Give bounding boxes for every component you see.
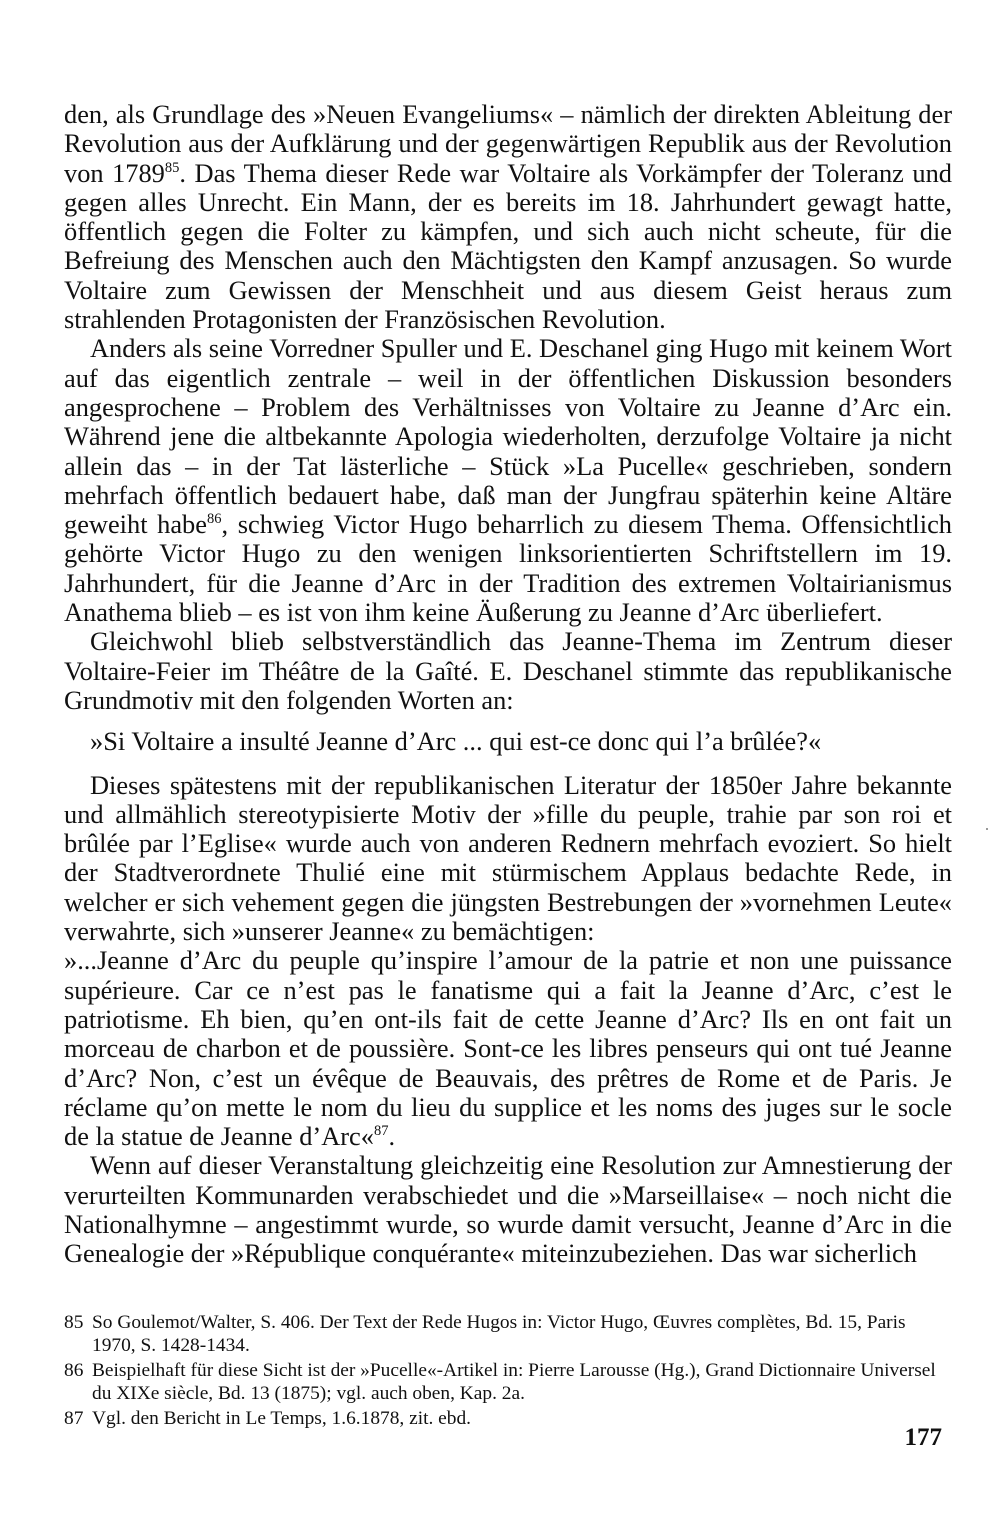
footnote-text: Beispielhaft für diese Sicht ist der »Pucelle«-Artikel in: Pierre Larousse (Hg.), Grand Dictionnaire Universel du XIXe siècle, Bd. 13 (1875); vgl. auch oben, Kap. 2a. [92,1360,936,1404]
footnote-number: 86 [64,1360,84,1381]
scan-speck [986,828,988,830]
footnote-86 [64,1360,952,1405]
footnote-number: 85 [64,1312,84,1333]
main-text [64,100,952,1269]
footnote-text: So Goulemot/Walter, S. 406. Der Text der Rede Hugos in: Victor Hugo, Œuvres complètes, Bd. 15, Paris 1970, S. 1428-1434. [92,1312,906,1356]
quote-2-part-2: . [388,1121,396,1152]
quote-1: »Si Voltaire a insulté Jeanne d’Arc ... qui est-ce donc qui l’a brûlée?« [90,726,822,757]
footnote-ref-87: 87 [373,1123,389,1140]
footnote-number: 87 [64,1408,84,1429]
paragraph-4: Dieses spätestens mit der republikanischen Literatur der 1850er Jahre bekannte und allmählich stereotypisierte Motiv der »fille du peuple, trahie par son roi et brûlée par l’Eglise« wurde auch von anderen Rednern mehrfach evoziert. So hielt der Stadtverordnete Thulié eine mit stürmischem Applaus bedachte Rede, in welcher er sich vehement gegen die jüngsten Bestrebungen der »vornehmen Leute« verwahrte, sich »unserer Jeanne« zu bemächtigen: [64,769,952,947]
footnote-text: Vgl. den Bericht in Le Temps, 1.6.1878, zit. ebd. [92,1408,472,1429]
footnotes [64,1312,952,1434]
footnote-ref-86: 86 [206,511,222,528]
paragraph-1-part-1: den, als Grundlage des »Neuen Evangeliums« – nämlich der direkten Ableitung der Revolution aus der Aufklärung und der gegenwärtigen Republik aus der Revolution von 1789 [64,99,952,188]
footnote-85 [64,1312,952,1357]
page-body [64,100,952,1269]
paragraph-3: Gleichwohl blieb selbstverständlich das Jeanne-Thema im Zentrum dieser Voltaire-Feier im Théâtre de la Gaîté. E. Deschanel stimmte das republikanische Grundmotiv mit den folgenden Worten an: [64,626,952,715]
footnote-87 [64,1408,952,1431]
paragraph-1-part-2: . Das Thema dieser Rede war Voltaire als Vorkämpfer der Toleranz und gegen alles Unrecht. Ein Mann, der es bereits im 18. Jahrhundert gewagt hatte, öffentlich gegen die Folter zu kämpfen, und sich auch nicht scheute, für die Befreiung des Menschen auch den Mächtigsten den Kampf anzusagen. So wurde Voltaire zum Gewissen der Menschheit und aus diesem Geist heraus zum strahlenden Protagonisten der Französischen Revolution. [64,157,952,335]
quote-2 [64,946,952,1151]
paragraph-2 [64,334,952,627]
paragraph-2-part-2: , schwieg Victor Hugo beharrlich zu diesem Thema. Offensichtlich gehörte Victor Hugo zu den wenigen linksorientierten Schriftstellern im 19. Jahrhundert, für die Jeanne d’Arc in der Tradition des extremen Voltairianismus Anathema blieb – es ist von ihm keine Äußerung zu Jeanne d’Arc überliefert. [64,509,952,628]
page-number: 177 [904,1424,942,1451]
paragraph-2-part-1: Anders als seine Vorredner Spuller und E. Deschanel ging Hugo mit keinem Wort auf das eigentlich zentrale – weil in der öffentlichen Diskussion besonders angesprochene – Problem des Verhältnisses von Voltaire zu Jeanne d’Arc ein. Während jene die altbekannte Apologia wiederholten, derzufolge Voltaire ja nicht allein das – in der Tat lästerliche – Stück »La Pucelle« geschrieben, sondern mehrfach öffentlich bedauert habe, daß man der Jungfrau späterhin keine Altäre geweiht habe [64,333,952,540]
footnote-ref-85: 85 [164,159,180,176]
paragraph-5: Wenn auf dieser Veranstaltung gleichzeitig eine Resolution zur Amnestierung der verurteilten Kommunarden verabschiedet und die »Marseillaise« – noch nicht die Nationalhymne – angestimmt wurde, so wurde damit versucht, Jeanne d’Arc in die Genealogie der »République conquérante« miteinzubeziehen. Das war sicherlich [64,1150,952,1269]
quote-2-part-1: »...Jeanne d’Arc du peuple qu’inspire l’amour de la patrie et non une puissance supérieure. Car ce n’est pas le fanatisme qui a fait la Jeanne d’Arc, c’est le patriotisme. Eh bien, qu’en ont-ils fait de cette Jeanne d’Arc? Ils en ont fait un morceau de charbon et de poussière. Sont-ce les libres penseurs qui ont tué Jeanne d’Arc? Non, c’est un évêque de Beauvais, des prêtres de Rome et de Paris. Je réclame qu’on mette le nom du lieu du supplice et les noms des juges sur le socle de la statue de Jeanne d’Arc« [64,945,952,1152]
paragraph-1 [64,100,952,334]
